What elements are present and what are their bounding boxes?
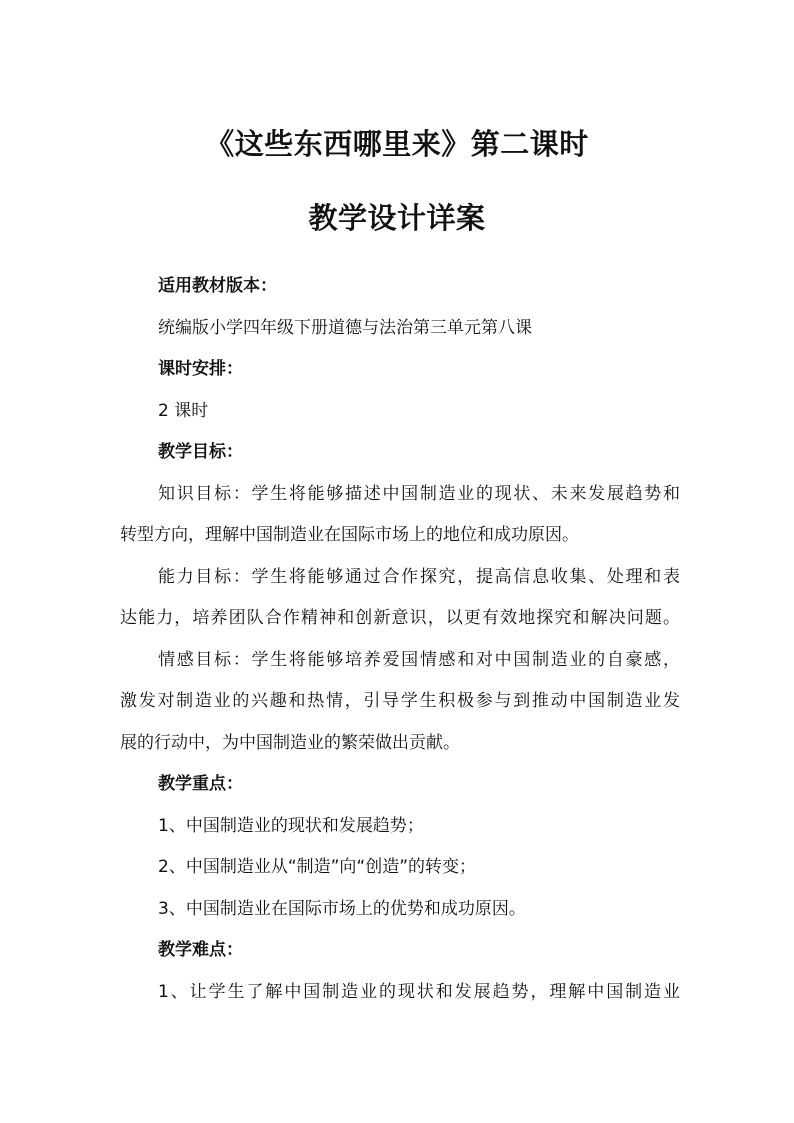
key-point-item: 3、中国制造业在国际市场上的优势和成功原因。 [158,898,526,919]
objective-emotion-line1: 情感目标：学生将能够培养爱国情感和对中国制造业的自豪感， [158,649,680,670]
difficulties-heading: 教学难点： [158,940,243,960]
document-title: 《这些东西哪里来》第二课时 [205,127,589,161]
objective-knowledge-line1: 知识目标：学生将能够描述中国制造业的现状、未来发展趋势和 [158,483,680,504]
objective-emotion-line2: 激发对制造业的兴趣和热情，引导学生积极参与到推动中国制造业发 [120,691,680,711]
objectives-heading: 教学目标： [158,442,243,462]
schedule-heading: 课时安排： [158,359,243,379]
textbook-value: 统编版小学四年级下册道德与法治第三单元第八课 [158,317,532,338]
objective-ability-line1: 能力目标：学生将能够通过合作探究，提高信息收集、处理和表 [158,566,680,587]
objective-ability-line2: 达能力，培养团队合作精神和创新意识，以更有效地探究和解决问题。 [120,608,680,628]
document-subtitle: 教学设计详案 [308,201,486,235]
schedule-value: 2 课时 [158,400,209,421]
textbook-heading: 适用教材版本： [158,276,277,296]
document-body [120,266,680,1013]
objective-knowledge-line2: 转型方向，理解中国制造业在国际市场上的地位和成功原因。 [120,525,579,545]
difficulty-line1: 1、让学生了解中国制造业的现状和发展趋势，理解中国制造业 [158,981,680,1002]
key-points-heading: 教学重点： [158,774,243,794]
key-point-item: 1、中国制造业的现状和发展趋势； [158,815,424,836]
key-point-item: 2、中国制造业从“制造”向“创造”的转变； [158,857,477,877]
objective-emotion-line3: 展的行动中，为中国制造业的繁荣做出贡献。 [120,732,460,753]
